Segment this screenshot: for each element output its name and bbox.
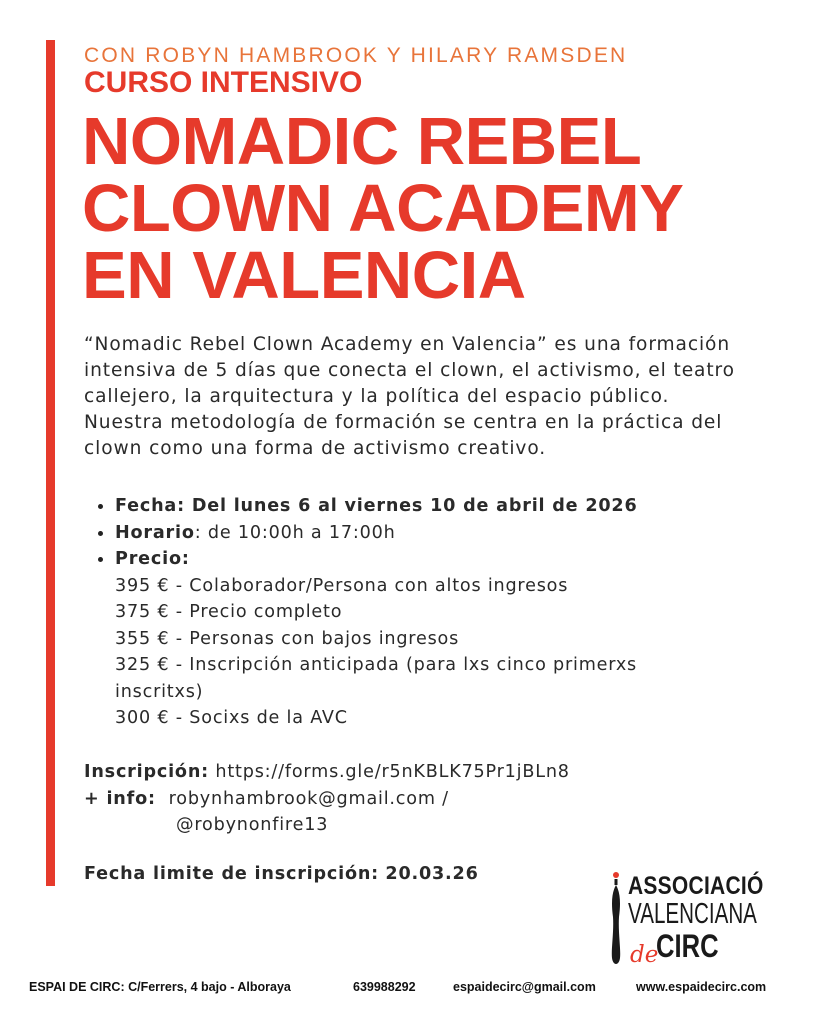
logo-de: de (630, 942, 659, 968)
price-item: 325 € - Inscripción anticipada (para lxs cinco primerxs (115, 655, 638, 675)
footer-email[interactable]: espaidecirc@gmail.com (453, 980, 596, 994)
footer-website[interactable]: www.espaidecirc.com (636, 980, 767, 994)
schedule-item (98, 520, 803, 547)
description-line: intensiva de 5 días que conecta el clown, el activismo, el teatro (84, 360, 735, 381)
juggling-club-icon (606, 872, 626, 970)
info-row (84, 786, 804, 813)
info-label: + info: (84, 788, 156, 809)
page-title (82, 104, 802, 313)
info-handle[interactable]: @robynonfire13 (176, 815, 329, 835)
avc-logo (606, 872, 786, 972)
description-paragraph (84, 332, 804, 462)
title-line: NOMADIC REBEL (82, 104, 642, 179)
footer-phone[interactable]: 639988292 (353, 980, 416, 994)
logo-line-associacio: ASSOCIACIÓ (628, 872, 764, 900)
title-line: EN VALENCIA (82, 238, 526, 313)
info-email[interactable]: robynhambrook@gmail.com / (168, 788, 449, 809)
description-line: clown como una forma de activismo creativo. (84, 438, 547, 459)
description-line: Nuestra metodología de formación se centra en la práctica del (84, 412, 723, 433)
price-item: 375 € - Precio completo (115, 602, 343, 622)
price-item: 300 € - Socixs de la AVC (115, 708, 348, 728)
accent-bar (46, 40, 55, 886)
course-type-heading: CURSO INTENSIVO (84, 66, 363, 99)
price-item: 355 € - Personas con bajos ingresos (115, 628, 460, 649)
logo-line-valenciana: VALENCIANA (628, 898, 757, 930)
instructors-subtitle: CON ROBYN HAMBROOK Y HILARY RAMSDEN (84, 44, 628, 67)
registration-label: Inscripción: (84, 762, 209, 782)
footer (0, 980, 819, 1000)
description-line: “Nomadic Rebel Clown Academy en Valencia” es una formación (84, 334, 731, 355)
price-item: 395 € - Colaborador/Persona con altos ingresos (115, 575, 569, 596)
deadline-label: Fecha limite de inscripción: (84, 864, 379, 884)
registration-link[interactable]: https://forms.gle/r5nKBLK75Pr1jBLn8 (215, 762, 570, 782)
price-label: Precio: (98, 546, 803, 573)
registration-deadline (84, 864, 479, 884)
registration-row (84, 759, 804, 786)
deadline-date: 20.03.26 (385, 864, 479, 884)
price-item-continued: inscritxs) (115, 681, 204, 702)
footer-address: ESPAI DE CIRC: C/Ferrers, 4 bajo - Alboraya (29, 980, 291, 994)
contact-block (84, 759, 804, 839)
logo-line-circ: CIRC (656, 928, 719, 964)
schedule-label: Horario (115, 522, 195, 543)
date-item: Fecha: Del lunes 6 al viernes 10 de abril de 2026 (98, 493, 803, 520)
schedule-value: : de 10:00h a 17:00h (194, 522, 396, 543)
description-line: callejero, la arquitectura y la política del espacio público. (84, 386, 670, 407)
course-details-list (98, 493, 803, 732)
title-line: CLOWN ACADEMY (82, 171, 684, 246)
